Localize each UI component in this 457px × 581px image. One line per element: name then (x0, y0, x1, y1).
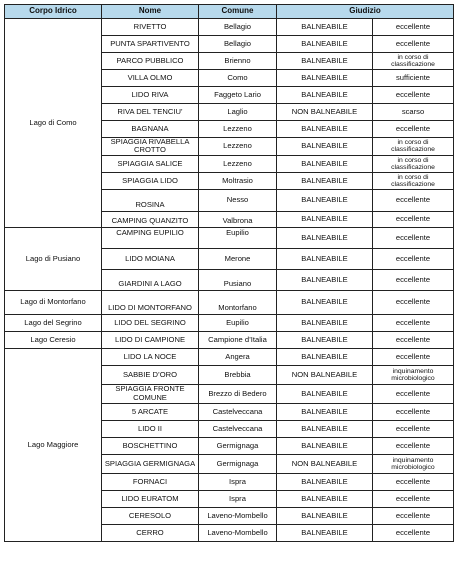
cell-giudizio: eccellente (373, 437, 454, 454)
balneazione-table-container (4, 4, 454, 542)
cell-balneabilita: BALNEABILE (277, 227, 373, 248)
cell-balneabilita: BALNEABILE (277, 473, 373, 490)
header-row (5, 5, 454, 19)
cell-corpo-idrico: Lago Ceresio (5, 331, 102, 348)
cell-giudizio: eccellente (373, 290, 454, 314)
cell-nome: RIVA DEL TENCIU’ (102, 104, 199, 121)
cell-nome: CAMPING EUPILIO (102, 227, 199, 248)
cell-nome: SPIAGGIA SALICE (102, 155, 199, 172)
cell-comune: Nesso (199, 189, 277, 211)
table-row (5, 331, 454, 348)
cell-balneabilita: BALNEABILE (277, 53, 373, 70)
cell-balneabilita: BALNEABILE (277, 269, 373, 290)
cell-giudizio: eccellente (373, 384, 454, 403)
cell-balneabilita: NON BALNEABILE (277, 104, 373, 121)
cell-comune: Brezzo di Bedero (199, 384, 277, 403)
cell-balneabilita: BALNEABILE (277, 138, 373, 156)
cell-comune: Angera (199, 348, 277, 365)
cell-nome: LIDO EURATOM (102, 490, 199, 507)
cell-nome: BAGNANA (102, 121, 199, 138)
cell-comune: Lezzeno (199, 155, 277, 172)
cell-nome: LIDO DI CAMPIONE (102, 331, 199, 348)
cell-giudizio: in corso di classificazione (373, 172, 454, 189)
cell-nome: SPIAGGIA FRONTE COMUNE (102, 384, 199, 403)
cell-comune: Castelveccana (199, 420, 277, 437)
cell-nome: SPIAGGIA RIVABELLA CROTTO (102, 138, 199, 156)
cell-giudizio: eccellente (373, 490, 454, 507)
cell-balneabilita: BALNEABILE (277, 36, 373, 53)
cell-comune: Laveno-Mombello (199, 524, 277, 541)
cell-nome: FORNACI (102, 473, 199, 490)
cell-corpo-idrico: Lago del Segrino (5, 314, 102, 331)
header-comune: Comune (199, 5, 277, 19)
cell-comune: Campione d’Italia (199, 331, 277, 348)
cell-comune: Como (199, 70, 277, 87)
cell-balneabilita: BALNEABILE (277, 248, 373, 269)
cell-giudizio: sufficiente (373, 70, 454, 87)
header-corpo-idrico: Corpo Idrico (5, 5, 102, 19)
cell-balneabilita: BALNEABILE (277, 87, 373, 104)
cell-balneabilita: BALNEABILE (277, 290, 373, 314)
cell-balneabilita: BALNEABILE (277, 172, 373, 189)
cell-balneabilita: BALNEABILE (277, 189, 373, 211)
cell-balneabilita: BALNEABILE (277, 19, 373, 36)
cell-balneabilita: BALNEABILE (277, 420, 373, 437)
cell-comune: Brienno (199, 53, 277, 70)
cell-giudizio: inquinamento microbiologico (373, 454, 454, 473)
cell-balneabilita: BALNEABILE (277, 490, 373, 507)
cell-comune: Germignaga (199, 454, 277, 473)
cell-giudizio: eccellente (373, 121, 454, 138)
cell-giudizio: eccellente (373, 19, 454, 36)
cell-giudizio: eccellente (373, 524, 454, 541)
header-nome: Nome (102, 5, 199, 19)
cell-comune: Laglio (199, 104, 277, 121)
cell-nome: LIDO MOIANA (102, 248, 199, 269)
cell-comune: Bellagio (199, 36, 277, 53)
cell-nome: SABBIE D’ORO (102, 365, 199, 384)
cell-nome: GIARDINI A LAGO (102, 269, 199, 290)
cell-giudizio: eccellente (373, 403, 454, 420)
cell-balneabilita: NON BALNEABILE (277, 365, 373, 384)
cell-balneabilita: BALNEABILE (277, 348, 373, 365)
cell-giudizio: eccellente (373, 269, 454, 290)
cell-giudizio: inquinamento microbiologico (373, 365, 454, 384)
cell-corpo-idrico: Lago di Montorfano (5, 290, 102, 314)
cell-nome: PARCO PUBBLICO (102, 53, 199, 70)
cell-comune: Faggeto Lario (199, 87, 277, 104)
cell-balneabilita: BALNEABILE (277, 211, 373, 227)
header-giudizio: Giudizio (277, 5, 454, 19)
cell-balneabilita: BALNEABILE (277, 331, 373, 348)
cell-comune: Ispra (199, 490, 277, 507)
cell-nome: LIDO LA NOCE (102, 348, 199, 365)
cell-balneabilita: NON BALNEABILE (277, 454, 373, 473)
table-row (5, 348, 454, 365)
cell-comune: Moltrasio (199, 172, 277, 189)
cell-comune: Lezzeno (199, 121, 277, 138)
cell-balneabilita: BALNEABILE (277, 507, 373, 524)
cell-nome: CERESOLO (102, 507, 199, 524)
cell-balneabilita: BALNEABILE (277, 155, 373, 172)
cell-giudizio: eccellente (373, 314, 454, 331)
cell-comune: Lezzeno (199, 138, 277, 156)
cell-comune: Eupilio (199, 314, 277, 331)
cell-comune: Valbrona (199, 211, 277, 227)
cell-nome: RIVETTO (102, 19, 199, 36)
cell-comune: Eupilio (199, 227, 277, 248)
cell-giudizio: eccellente (373, 331, 454, 348)
cell-balneabilita: BALNEABILE (277, 314, 373, 331)
cell-giudizio: in corso di classificazione (373, 155, 454, 172)
cell-nome: LIDO DEL SEGRINO (102, 314, 199, 331)
cell-giudizio: eccellente (373, 189, 454, 211)
cell-giudizio: in corso di classificazione (373, 138, 454, 156)
cell-nome: ROSINA (102, 189, 199, 211)
cell-comune: Germignaga (199, 437, 277, 454)
cell-nome: CERRO (102, 524, 199, 541)
cell-nome: SPIAGGIA LIDO (102, 172, 199, 189)
cell-giudizio: eccellente (373, 473, 454, 490)
cell-balneabilita: BALNEABILE (277, 524, 373, 541)
cell-nome: LIDO II (102, 420, 199, 437)
cell-comune: Montorfano (199, 290, 277, 314)
cell-nome: LIDO DI MONTORFANO (102, 290, 199, 314)
cell-balneabilita: BALNEABILE (277, 437, 373, 454)
cell-corpo-idrico: Lago di Pusiano (5, 227, 102, 290)
cell-giudizio: scarso (373, 104, 454, 121)
table-row (5, 19, 454, 36)
cell-giudizio: in corso di classificazione (373, 53, 454, 70)
cell-giudizio: eccellente (373, 87, 454, 104)
cell-giudizio: eccellente (373, 211, 454, 227)
balneazione-table (4, 4, 454, 542)
cell-giudizio: eccellente (373, 227, 454, 248)
table-row (5, 227, 454, 248)
cell-comune: Ispra (199, 473, 277, 490)
cell-comune: Bellagio (199, 19, 277, 36)
cell-nome: PUNTA SPARTIVENTO (102, 36, 199, 53)
cell-comune: Castelveccana (199, 403, 277, 420)
cell-giudizio: eccellente (373, 348, 454, 365)
cell-corpo-idrico: Lago Maggiore (5, 348, 102, 541)
cell-giudizio: eccellente (373, 507, 454, 524)
cell-comune: Laveno-Mombello (199, 507, 277, 524)
cell-nome: VILLA OLMO (102, 70, 199, 87)
cell-comune: Pusiano (199, 269, 277, 290)
cell-nome: 5 ARCATE (102, 403, 199, 420)
table-row (5, 314, 454, 331)
cell-balneabilita: BALNEABILE (277, 384, 373, 403)
cell-balneabilita: BALNEABILE (277, 121, 373, 138)
cell-giudizio: eccellente (373, 420, 454, 437)
cell-comune: Brebbia (199, 365, 277, 384)
cell-nome: BOSCHETTINO (102, 437, 199, 454)
cell-comune: Merone (199, 248, 277, 269)
cell-balneabilita: BALNEABILE (277, 70, 373, 87)
table-row (5, 290, 454, 314)
cell-corpo-idrico: Lago di Como (5, 19, 102, 228)
cell-balneabilita: BALNEABILE (277, 403, 373, 420)
cell-giudizio: eccellente (373, 248, 454, 269)
cell-nome: SPIAGGIA GERMIGNAGA (102, 454, 199, 473)
cell-giudizio: eccellente (373, 36, 454, 53)
table-body (5, 19, 454, 542)
cell-nome: LIDO RIVA (102, 87, 199, 104)
cell-nome: CAMPING QUANZITO (102, 211, 199, 227)
